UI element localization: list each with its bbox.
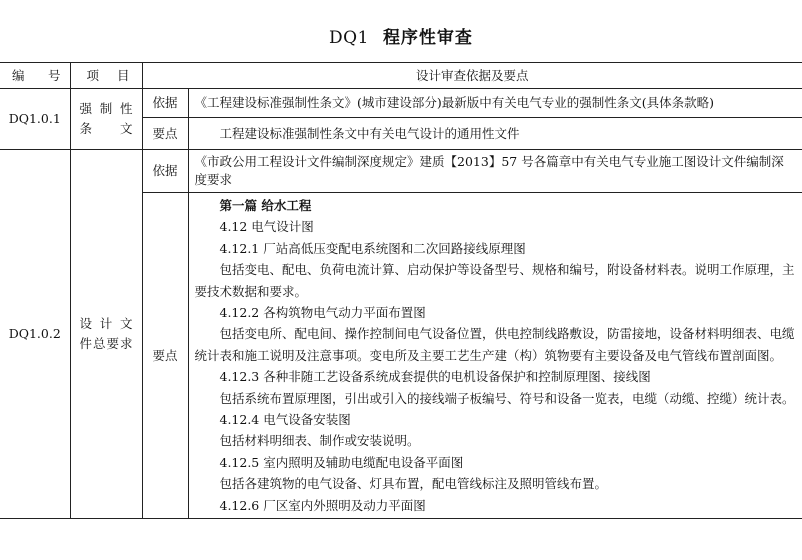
points-item: 4.12.3 各种非随工艺设备系统成套提供的电机设备保护和控制原理图、接线图: [219, 369, 651, 385]
char: 总: [92, 336, 106, 352]
row-number: DQ1.0.2: [0, 150, 70, 519]
char: 要: [106, 336, 119, 352]
header-row: [0, 63, 802, 89]
points-list: [188, 193, 802, 519]
points-item: 包括系统布置原理图，引出或引入的接线端子板编号、符号和设备一览表，电缆（动缆、控缆）统计表。: [219, 390, 795, 406]
row-number: DQ1.0.1: [0, 89, 70, 150]
points-item: 4.12 电气设计图: [219, 219, 314, 235]
points-item: 包括变电所、配电间、操作控制间电气设备位置，供电控制线路敷设，防雷接地，设备材料明细表、电缆统计表和施工说明及注意事项。变电所及主要工艺生产建（构）筑物要有主要设备及电气管线布置剖面图。: [194, 326, 795, 363]
document-title: [0, 27, 802, 49]
table-row: [0, 89, 802, 118]
category-line: [80, 99, 133, 119]
document-code: DQ1: [329, 28, 369, 48]
points-item: 4.12.6 厂区室内外照明及动力平面图: [219, 497, 426, 513]
char: 目: [116, 67, 130, 83]
row-item: [70, 89, 142, 150]
points-item: 4.12.1 厂站高低压变配电系统图和二次回路接线原理图: [219, 240, 526, 256]
category-line: [80, 314, 133, 334]
points-item: 4.12.4 电气设备安装图: [219, 412, 351, 428]
review-table: [0, 62, 802, 519]
char: 求: [119, 336, 133, 352]
char: 性: [119, 101, 133, 116]
char: 设: [79, 316, 93, 332]
char: 强: [79, 101, 93, 116]
table-row: [0, 150, 802, 193]
basis-text: 《工程建设标准强制性条文》(城市建设部分)最新版中有关电气专业的强制性条文(具体条款略): [188, 89, 802, 118]
char: 号: [47, 67, 61, 83]
points-item: 包括各建筑物的电气设备、灯具布置，配电管线标注及照明管线布置。: [219, 476, 608, 492]
basis-label: 依据: [142, 150, 188, 193]
points-text: 工程建设标准强制性条文中有关电气设计的通用性文件: [188, 118, 802, 150]
document-name: 程序性审查: [382, 28, 473, 48]
char: 文: [119, 121, 133, 136]
points-item: 包括材料明细表、制作或安装说明。: [219, 433, 420, 449]
char: 计: [99, 316, 113, 332]
points-label: 要点: [142, 193, 188, 519]
points-label: 要点: [142, 118, 188, 150]
category-line: [80, 334, 133, 354]
char: 编: [12, 67, 25, 83]
char: 制: [99, 101, 113, 116]
char: 项: [86, 67, 100, 83]
points-item: 包括变电、配电、负荷电流计算、启动保护等设备型号、规格和编号，附设备材料表。说明工作原理，主要技术数据和要求。: [194, 262, 795, 299]
header-number: [0, 63, 70, 89]
char: 文: [119, 316, 133, 332]
header-content: 设计审查依据及要点: [142, 63, 802, 89]
basis-label: 依据: [142, 89, 188, 118]
category-line: [80, 119, 133, 139]
points-item: 4.12.2 各构筑物电气动力平面布置图: [219, 305, 426, 321]
points-item: 4.12.5 室内照明及辅助电缆配电设备平面图: [219, 454, 464, 470]
points-item: 第一篇 给水工程: [219, 198, 312, 213]
char: 条: [79, 121, 93, 136]
header-item: [70, 63, 142, 89]
char: 件: [79, 336, 93, 352]
basis-text: 《市政公用工程设计文件编制深度规定》建质【2013】57 号各篇章中有关电气专业施工图设计文件编制深度要求: [188, 150, 802, 193]
row-item: [70, 150, 142, 519]
